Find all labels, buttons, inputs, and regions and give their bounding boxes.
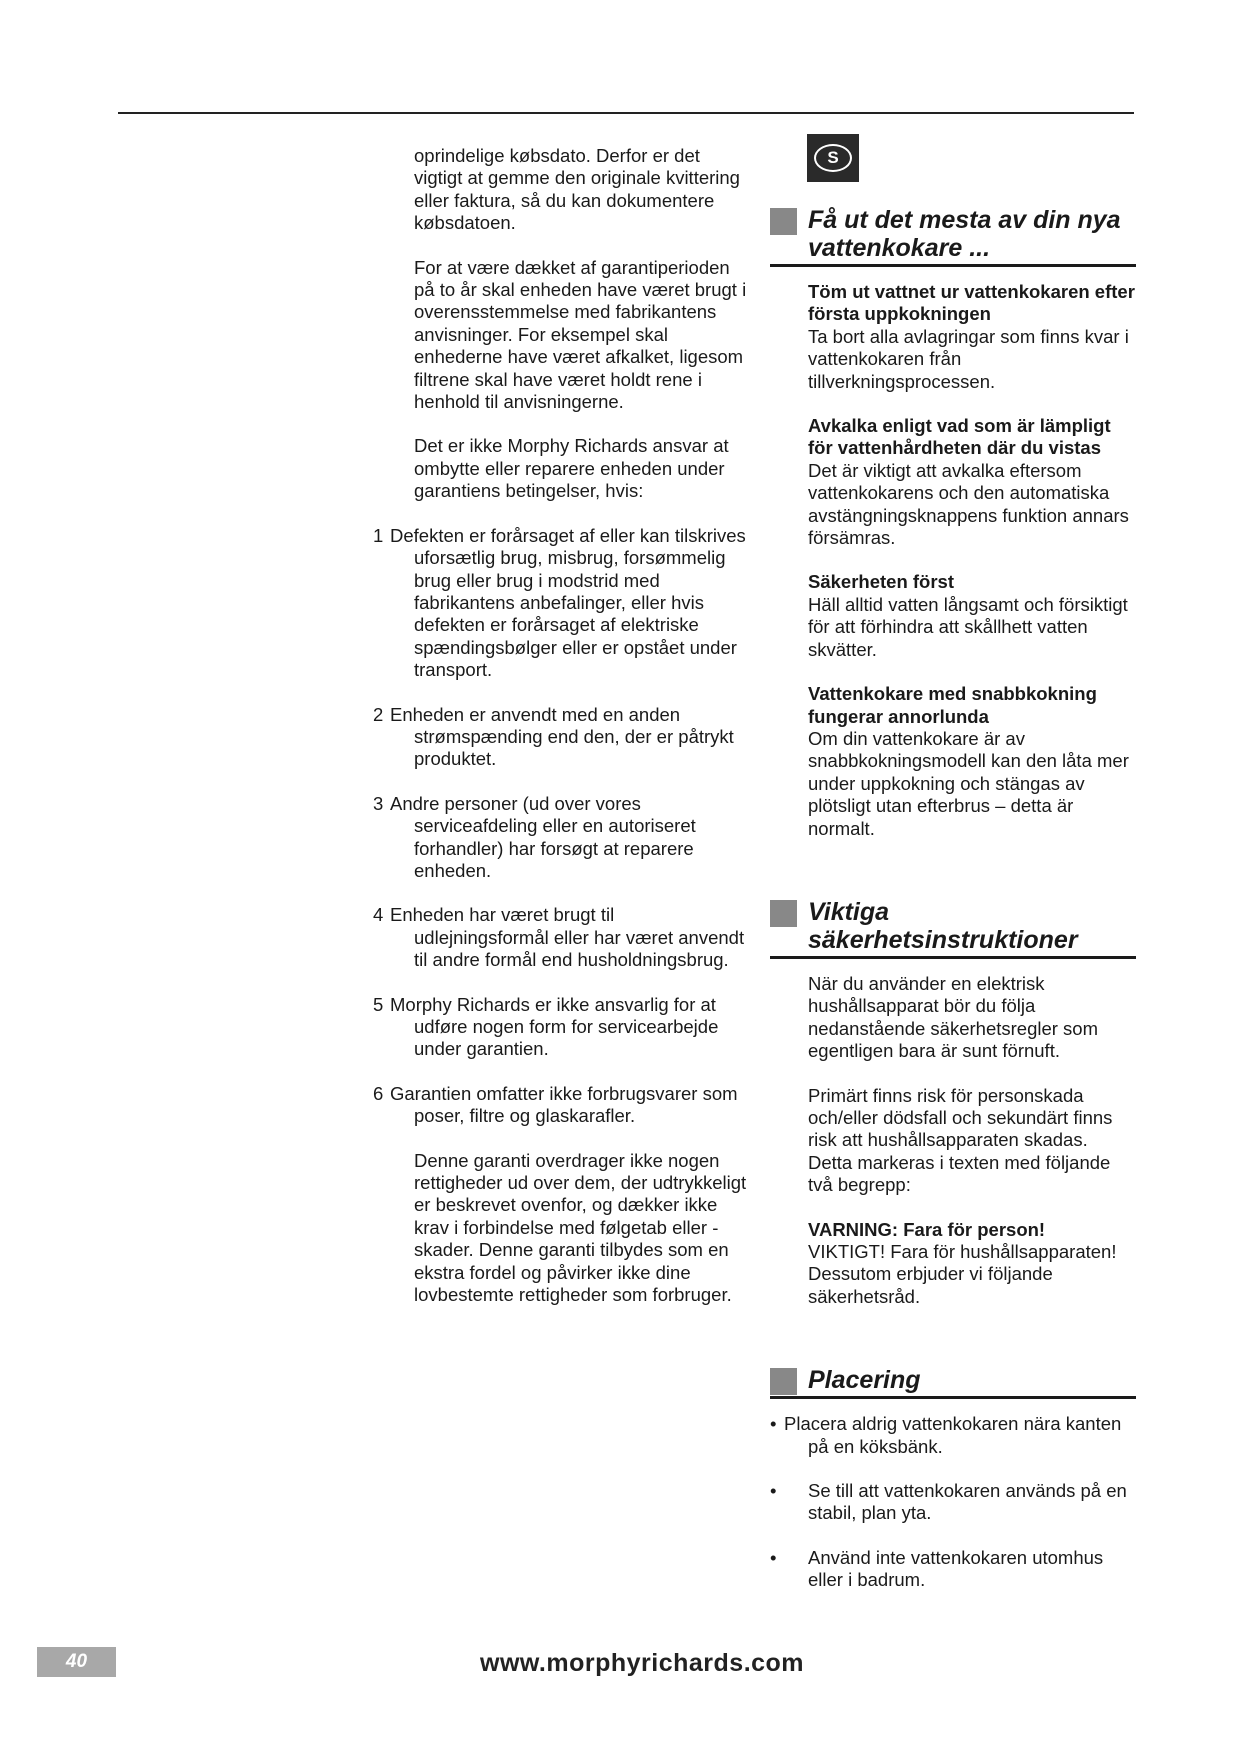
footer-url[interactable]: www.morphyrichards.com: [480, 1649, 805, 1677]
bullet-text: Se till att vattenkokaren används på en stabil, plan yta.: [808, 1480, 1127, 1524]
block-text: Häll alltid vatten långsamt och försiktigt för att förhindra att skållhett vatten skvätter.: [808, 593, 1128, 660]
block-text: Det är viktigt att avkalka eftersom vattenkokarens och den automatiska avstängningsknappens funktion annars försämras.: [808, 459, 1129, 549]
item-number: 1: [373, 524, 384, 546]
section-heading-intro: [770, 206, 1136, 267]
safety-paragraph: Primärt finns risk för personskada och/eller dödsfall och sekundärt finns risk att hushållsapparaten skadas. Detta markeras i texten med följande två begrepp:: [808, 1084, 1113, 1196]
heading-square-icon: [770, 900, 797, 927]
item-text: Garantien omfatter ikke forbrugsvarer som poser, filtre og glaskarafler.: [390, 1082, 738, 1127]
page-number: 40: [37, 1647, 116, 1677]
item-number: 4: [373, 904, 384, 926]
info-block: [808, 281, 1136, 393]
warning-text: VIKTIGT! Fara för hushållsapparaten! Dessutom erbjuder vi följande säkerhetsråd.: [808, 1241, 1117, 1307]
block-text: Ta bort alla avlagringar som finns kvar i vattenkokaren från tillverkningsprocessen.: [808, 325, 1129, 392]
item-number: 2: [373, 703, 384, 725]
section-heading-safety: [770, 898, 1136, 959]
item-text: Andre personer (ud over vores serviceafdeling eller en autoriseret forhandler) har forsøgt at reparere enheden.: [390, 792, 696, 881]
block-text: Om din vattenkokare är av snabbkokningsmodell kan den låta mer under uppkokning och stängas av plötsligt utan efterbrus – detta är normalt.: [808, 727, 1129, 839]
intro-paragraph: For at være dækket af garantiperioden på to år skal enheden have været brugt i overensstemmelse med fabrikantens anvisninger. For eksempel skal enhederne have været afkalket, ligesom filtrene skal have været holdt rene i henhold til anvisningerne.: [414, 256, 747, 413]
section-title: Viktiga säkerhetsinstruktioner: [808, 897, 1078, 954]
bullet-item: [770, 1547, 1136, 1592]
section-title: Placering: [808, 1366, 921, 1395]
item-text: Enheden har været brugt til udlejningsformål eller har været anvendt til andre formål end husholdningsbrug.: [390, 904, 745, 971]
item-text: Morphy Richards er ikke ansvarlig for at udføre nogen form for servicearbejde under garantien.: [390, 993, 719, 1060]
safety-paragraph: När du använder en elektrisk hushållsapparat bör du följa nedanstående säkerhetsregler som egentligen bara är sunt förnuft.: [808, 972, 1099, 1062]
info-block: [808, 683, 1136, 840]
warning-title: VARNING: Fara för person!: [808, 1218, 1046, 1240]
left-column: [373, 145, 753, 1328]
bullet-item: [770, 1480, 1136, 1525]
bullet-text: Använd inte vattenkokaren utomhus eller i badrum.: [808, 1546, 1104, 1591]
info-block: [808, 415, 1136, 549]
bullet-dot-icon: •: [770, 1413, 777, 1435]
numbered-item: [373, 1083, 753, 1128]
intro-paragraph: Det er ikke Morphy Richards ansvar at ombytte eller reparere enheden under garantiens betingelser, hvis:: [414, 435, 729, 502]
item-number: 6: [373, 1082, 384, 1104]
numbered-item: [373, 904, 753, 971]
block-title: Säkerheten först: [808, 571, 954, 593]
block-title: Vattenkokare med snabbkokning fungerar annorlunda: [808, 683, 1097, 727]
closing-paragraph: Denne garanti overdrager ikke nogen rettigheder ud over dem, der udtrykkeligt er beskrevet ovenfor, og dækker ikke krav i forbindelse med følgetab eller -skader. Denne garanti tilbydes som en ekstra fordel og påvirker ikke dine lovbestemte rettigheder som forbruger.: [414, 1149, 747, 1306]
item-number: 5: [373, 993, 384, 1015]
item-text: Enheden er anvendt med en anden strømspænding end den, der er påtrykt produktet.: [390, 703, 734, 770]
section-heading-placement: [770, 1366, 1136, 1399]
language-badge: [807, 134, 859, 182]
bullet-dot-icon: •: [770, 1546, 777, 1568]
block-title: Töm ut vattnet ur vattenkokaren efter första uppkokningen: [808, 281, 1135, 325]
numbered-item: [373, 704, 753, 771]
bullet-item: [770, 1413, 1136, 1458]
bullet-dot-icon: •: [770, 1480, 777, 1502]
numbered-item: [373, 793, 753, 883]
block-title: Avkalka enligt vad som är lämpligt för vattenhårdheten där du vistas: [808, 415, 1111, 459]
item-text: Defekten er forårsaget af eller kan tilskrives uforsætlig brug, misbrug, forsømmelig brug eller brug i modstrid med fabrikantens anbefalinger, eller hvis defekten er forårsaget af elektriske spændingsbølger eller er opstået under transport.: [390, 524, 746, 681]
numbered-item: [373, 994, 753, 1061]
language-code: S: [814, 144, 852, 172]
info-block: [808, 571, 1136, 661]
section-title: Få ut det mesta av din nya vattenkokare ...: [808, 206, 1121, 262]
right-column: [770, 134, 1136, 1614]
bullet-text: Placera aldrig vattenkokaren nära kanten på en köksbänk.: [784, 1413, 1122, 1457]
heading-square-icon: [770, 208, 797, 235]
intro-paragraph: oprindelige købsdato. Derfor er det vigtigt at gemme den originale kvittering eller faktura, så du kan dokumentere købsdatoen.: [414, 145, 740, 234]
heading-square-icon: [770, 1368, 797, 1395]
numbered-item: [373, 525, 753, 682]
warning-block: [808, 1219, 1136, 1309]
item-number: 3: [373, 792, 384, 814]
top-rule: [118, 112, 1134, 114]
